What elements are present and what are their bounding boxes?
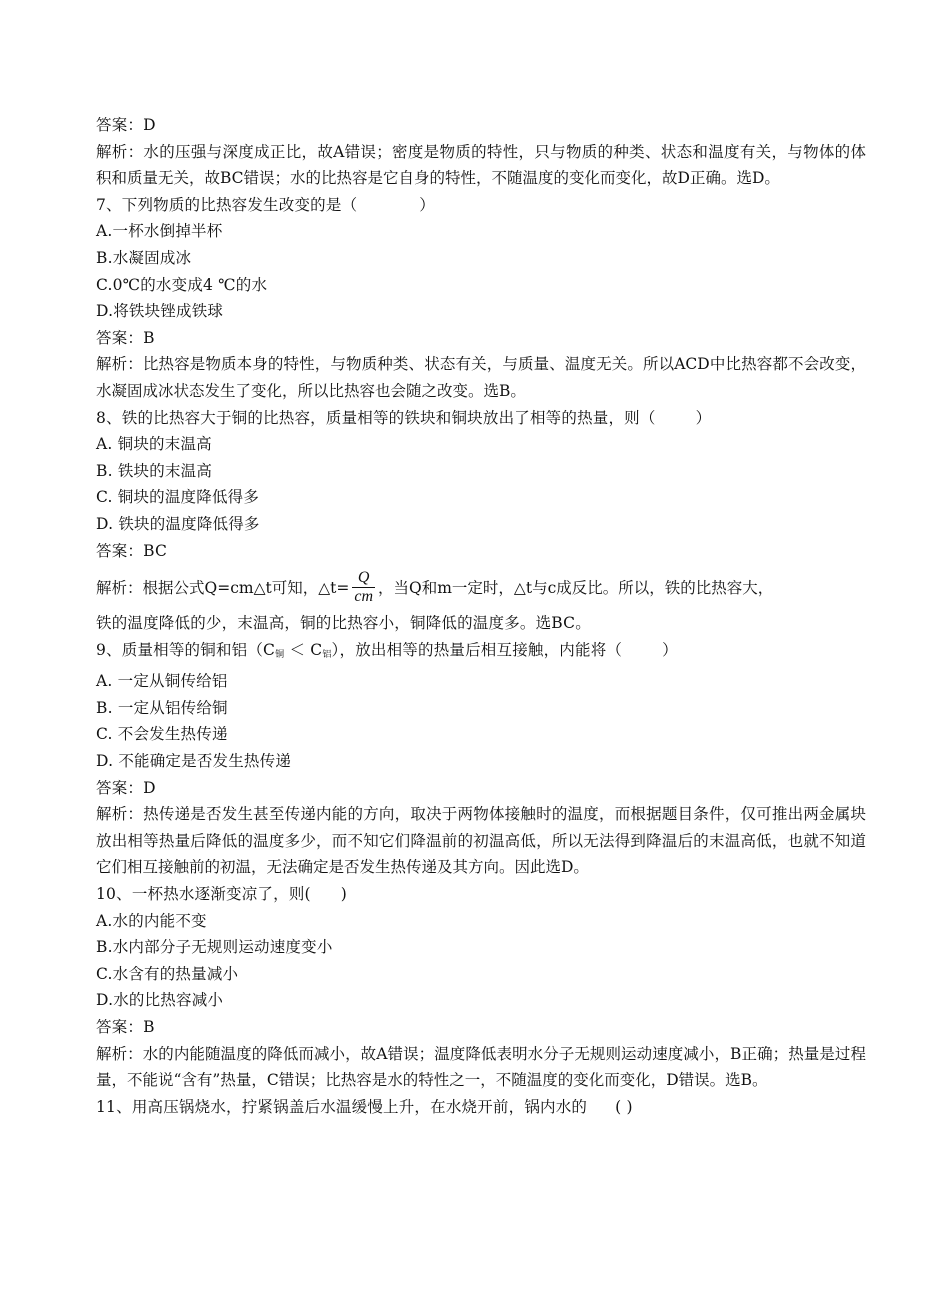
q9-option-b: B. 一定从铝传给铜 bbox=[96, 698, 228, 717]
question-9-stem: 9、质量相等的铜和铝$(C_铜 < C_铝)$，放出相等的热量后相互接触，内能将（ ） bbox=[96, 640, 678, 660]
q8-analysis-line2: 铁的温度降低的少，末温高，铜的比热容小，铜降低的温度多。选BC。 bbox=[96, 614, 591, 633]
question-10-stem: 10、一杯热水逐渐变凉了，则( ) bbox=[96, 885, 348, 904]
analysis-prev: 解析：水的压强与深度成正比，故A错误；密度是物质的特性，只与物质的种类、状态和温度有关，与物体的体积和质量无关，故BC错误；水的比热容是它自身的特性，不随温度的变化而变化，故D正确。选D。 bbox=[96, 142, 866, 188]
q10-analysis: 解析：水的内能随温度的降低而减小，故A错误；温度降低表明水分子无规则运动速度减小，B正确；热量是过程量，不能说“含有”热量，C错误；比热容是水的特性之一，不随温度的变化而变化，D错误。选B。 bbox=[96, 1044, 866, 1090]
q10-answer: 答案：B bbox=[96, 1018, 155, 1036]
q8-option-b: B. 铁块的末温高 bbox=[96, 461, 213, 480]
fraction-q-over-cm: $\frac{Q}{cm}$ bbox=[354, 568, 374, 605]
q7-option-c: C.0℃的水变成4 ℃的水 bbox=[96, 275, 268, 294]
q8-option-a: A. 铜块的末温高 bbox=[96, 435, 212, 454]
document-page bbox=[96, 112, 866, 1120]
q10-option-d: D.水的比热容减小 bbox=[96, 991, 224, 1010]
q7-option-b: B.水凝固成冰 bbox=[96, 248, 192, 267]
answer-prev: 答案：D bbox=[96, 116, 156, 134]
question-11-stem: 11、用高压锅烧水，拧紧锅盖后水温缓慢上升，在水烧开前，锅内水的 ( ) bbox=[96, 1097, 633, 1116]
q7-answer: 答案：B bbox=[96, 328, 155, 347]
q9-option-a: A. 一定从铜传给铝 bbox=[96, 672, 228, 691]
q8-analysis-formula: 解析：根据公式Q=cm△t可知，△t= $\frac{Q}{cm}$ ，当Q和m一定时，△t与c成反比。所以，铁的比热容大， bbox=[96, 568, 774, 605]
q10-option-a: A.水的内能不变 bbox=[96, 911, 207, 930]
q7-analysis: 解析：比热容是物质本身的特性，与物质种类、状态有关，与质量、温度无关。所以ACD中比热容都不会改变，水凝固成冰状态发生了变化，所以比热容也会随之改变。选B。 bbox=[96, 355, 866, 400]
q9-option-c: C. 不会发生热传递 bbox=[96, 725, 228, 744]
q8-answer: 答案：BC bbox=[96, 541, 168, 560]
q9-analysis: 解析：热传递是否发生甚至传递内能的方向，取决于两物体接触时的温度，而根据题目条件，仅可推出两金属块放出相等热量后降低的温度多少，而不知它们降温前的初温高低，所以无法得到降温后的末温高低，也就不知道它们相互接触前的初温，无法确定是否发生热传递及其方向。因此选D。 bbox=[96, 805, 866, 877]
q10-option-b: B.水内部分子无规则运动速度变小 bbox=[96, 938, 333, 957]
question-7-stem: 7、下列物质的比热容发生改变的是（ ） bbox=[96, 195, 435, 214]
q7-option-a: A.一杯水倒掉半杯 bbox=[96, 222, 223, 241]
q8-option-c: C. 铜块的温度降低得多 bbox=[96, 488, 260, 507]
q9-option-d: D. 不能确定是否发生热传递 bbox=[96, 752, 292, 771]
question-8-stem: 8、铁的比热容大于铜的比热容，质量相等的铁块和铜块放出了相等的热量，则（ ） bbox=[96, 408, 712, 427]
q10-option-c: C.水含有的热量减小 bbox=[96, 964, 239, 983]
q8-option-d: D. 铁块的温度降低得多 bbox=[96, 514, 260, 533]
q7-option-d: D.将铁块锉成铁球 bbox=[96, 302, 224, 321]
q9-answer: 答案：D bbox=[96, 778, 156, 797]
